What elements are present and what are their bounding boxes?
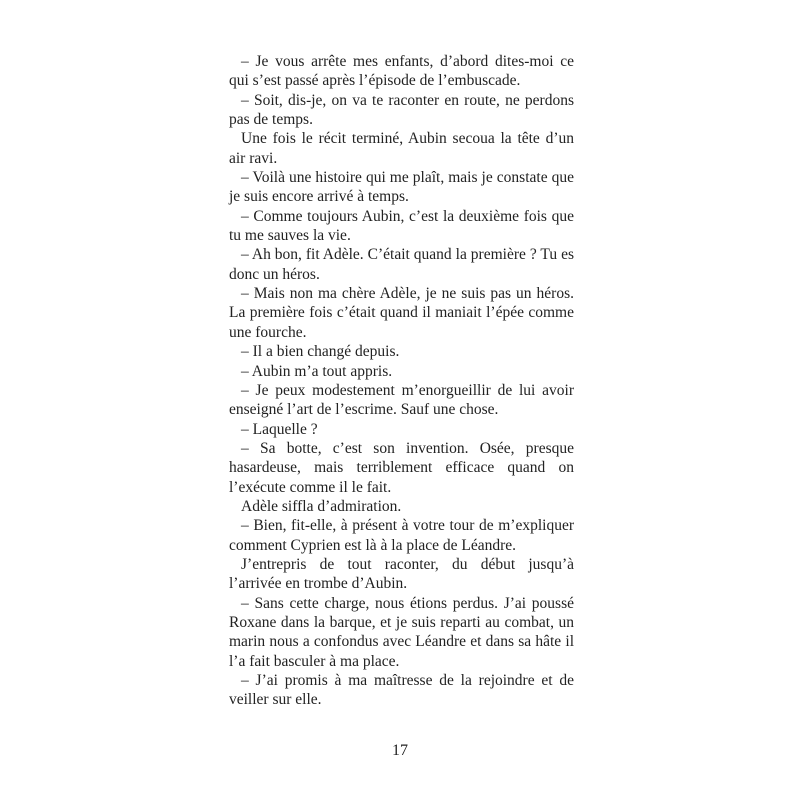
paragraph: – Voilà une histoire qui me plaît, mais je constate que je suis encore arrivé à temps. (229, 169, 574, 206)
paragraph: – Comme toujours Aubin, c’est la deuxième fois que tu me sauves la vie. (229, 207, 574, 245)
paragraph: – Sans cette charge, nous étions perdus. J’ai poussé Roxane dans la barque, et je suis reparti au combat, un marin nous a confondus avec Léandre et dans sa hâte il l’a fait basculer à ma place. (229, 594, 574, 670)
paragraph: – J’ai promis à ma maîtresse de la rejoindre et de veiller sur elle. (229, 672, 574, 709)
page-number: 17 (392, 742, 408, 759)
paragraph: – Soit, dis-je, on va te raconter en route, ne perdons pas de temps. (229, 91, 574, 129)
paragraph: – Bien, fit-elle, à présent à votre tour de m’expliquer comment Cyprien est là à la place de Léandre. (229, 517, 574, 554)
page-text-block (229, 52, 574, 710)
paragraph: – Ah bon, fit Adèle. C’était quand la première ? Tu es donc un héros. (229, 246, 574, 283)
paragraph: – Sa botte, c’est son invention. Osée, presque hasardeuse, mais terriblement efficace quand on l’exécute comme il le fait. (229, 439, 574, 496)
paragraph: Adèle siffla d’admiration. (241, 497, 402, 515)
paragraph: Une fois le récit terminé, Aubin secoua la tête d’un air ravi. (229, 130, 574, 167)
paragraph: – Laquelle ? (241, 420, 318, 438)
paragraph: – Aubin m’a tout appris. (241, 362, 393, 380)
paragraph: J’entrepris de tout raconter, du début jusqu’à l’arrivée en trombe d’Aubin. (229, 555, 574, 593)
paragraph: – Il a bien changé depuis. (241, 343, 400, 361)
paragraph: – Je peux modestement m’enorgueillir de lui avoir enseigné l’art de l’escrime. Sauf une chose. (229, 381, 574, 419)
paragraph: – Mais non ma chère Adèle, je ne suis pas un héros. La première fois c’était quand il maniait l’épée comme une fourche. (229, 285, 574, 341)
paragraph: – Je vous arrête mes enfants, d’abord dites-moi ce qui s’est passé après l’épisode de l’embuscade. (229, 53, 574, 90)
